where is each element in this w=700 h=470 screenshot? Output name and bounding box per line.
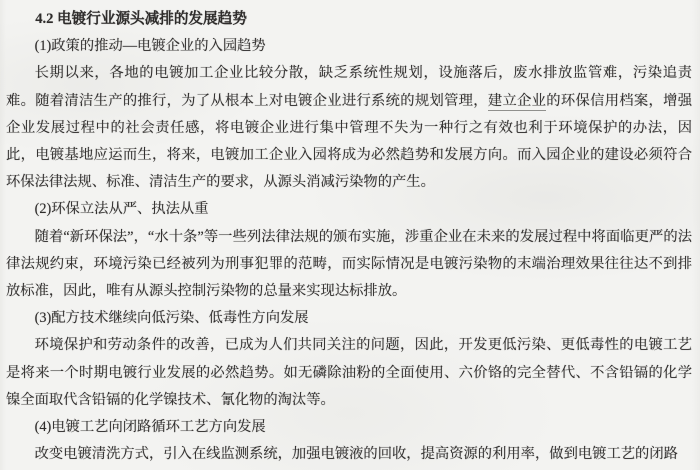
section-3-title: (3)配方技术继续向低污染、低毒性方向发展 [34,310,309,327]
section-4-paragraph: 改变电镀清洗方式，引入在线监测系统，加强电镀液的回收，提高资源的利用率，做到电镀工艺的闭路 [34,446,678,463]
section-1-title: (1)政策的推动—电镀企业的入园趋势 [34,38,266,55]
document-heading: 4.2 电镀行业源头减排的发展趋势 [35,11,247,27]
section-2-title: (2)环保立法从严、执法从重 [34,201,209,218]
section-4-title: (4)电镀工艺向闭路循环工艺方向发展 [34,419,266,436]
section-1-paragraph [6,60,692,196]
underlined-phrase: 建立企业 [487,92,547,109]
section-1-paragraph-text-start: 长期以来，各地的电镀加工企业比较分散，缺乏系统性规划，设施落后，废水排放监管难，污染追责难。随着清洁生产的推行，为了从根本上对电镀企业进行系统的规划管理， [6,65,692,109]
section-3-paragraph: 环境保护和劳动条件的改善，已成为人们共同关注的问题，因此，开发更低污染、更低毒性的电镀工艺是将来一个时期电镀行业发展的必然趋势。如无磷除油粉的全面使用、六价铬的完全替代、不含铅镉的化学镍全面取代含铅镉的化学镍技术、氰化物的淘汰等。 [6,337,692,408]
section-2-paragraph: 随着“新环保法”，“水十条”等一些列法律法规的颁布实施，涉重企业在未来的发展过程中将面临更严的法律法规约束，环境污染已经被列为刑事犯罪的范畴，而实际情况是电镀污染物的末端治理效果往往达不到排放标准，因此，唯有从源头控制污染物的总量来实现达标排放。 [6,228,692,300]
section-1-paragraph-text-end: 的环保信用档案，增强企业发展过程中的社会责任感，将电镀企业进行集中管理不失为一种行之有效也利于环境保护的办法，因此，电镀基地应运而生，将来，电镀加工企业入园将成为必然趋势和发展方向。而入园企业的建设必须符合环保法律法规、标准、清洁生产的要求，从源头消减污染物的产生。 [6,92,693,191]
